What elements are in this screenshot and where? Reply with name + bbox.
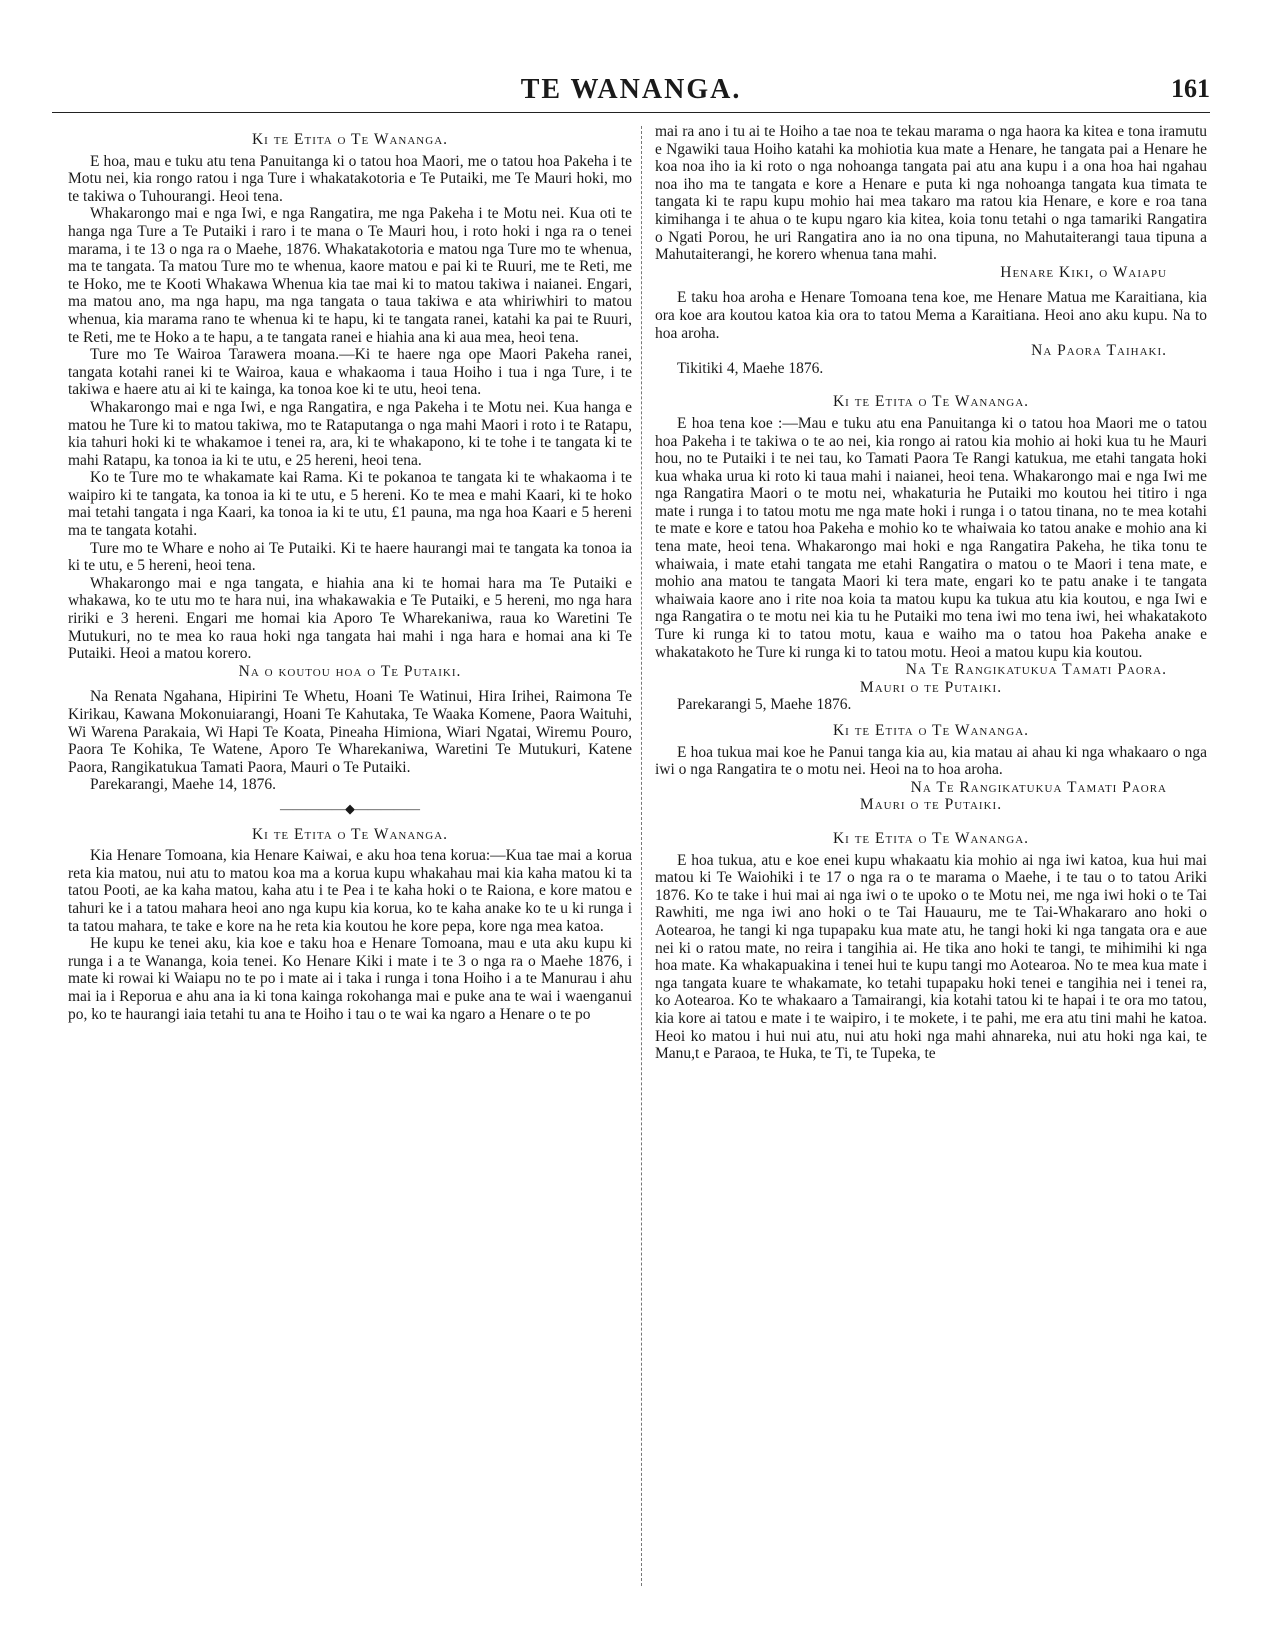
letter-closing: Na o koutou hoa o Te Putaiki. xyxy=(238,662,462,680)
signature: Henare Kiki, o Waiapu xyxy=(1000,263,1167,281)
left-column xyxy=(68,123,632,1023)
signature: Na Te Rangikatukua Tamati Paora xyxy=(910,778,1167,796)
paragraph: Whakarongo mai e nga tangata, e hiahia ana ki te homai hara ma Te Putaiki e whakawa, ko te utu mo te hara nui, ina whakawakia e Te Putaiki, e 5 hereni, mo nga hara ririki e 3 hereni. Engari me homai kia Aporo Te Wharekaniwa, raua ko Waretini Te Mutukuri, no te mea ko raua hoki nga tangata hai mahi i nga hara e homai ana ki Te Putaiki. Heoi a matou korero. xyxy=(68,574,632,663)
page-header xyxy=(52,74,1210,108)
letter-heading: Ki te Etita o Te Wananga. xyxy=(832,722,1030,739)
masthead: TE WANANGA. xyxy=(520,74,742,105)
column-divider xyxy=(641,126,642,1586)
signature: Na Te Rangikatukua Tamati Paora. xyxy=(905,661,1167,679)
paragraph: Ko te Ture mo te whakamate kai Rama. Ki te pokanoa te tangata ki te whakaoma i te waipiro ki te tangata, ka tonoa ia ki te utu, e 5 hereni. Ko te mea e mahi Kaari, ki te hoko mai tetahi tangata i nga Kaari, ka tonoa ia ki te utu, £1 pauna, ma nga hoa Kaari e 5 hereni ma te tangata kotahi. xyxy=(68,469,632,540)
letter-date: Tikitiki 4, Maehe 1876. xyxy=(677,359,824,377)
header-rule xyxy=(52,112,1210,113)
paragraph: Whakarongo mai e nga Iwi, e nga Rangatira, me nga Pakeha i te Motu nei. Kua oti te hanga nga Ture a Te Putaiki i raro i te mana o Te Mauri hou, i roto hoki i nga ra o tenei marama, i te 13 o nga ra o Maehe, 1876. Whakatakotoria e matou nga Ture mo te whenua, ma te tangata. Ta matou Ture mo te whenua, kaore matou e pai ki te Ruuri, me te Reti, me te Hoko, me te Kooti Whakawa Whenua kia tae mai ki to matou takiwa i naianei. Engari, ma matou ano, ma nga hapu, ma nga tangata o taua takiwa e ata whiriwhiri to matou whenua, kia marama rano te whenua ki te hapu, ki te tangata ranei, katahi ka pai te Ruuri, te Reti, me te Hoko a te hapu, a te tangata ranei e hiahia ana ki aua mea, heoi tena. xyxy=(68,205,632,346)
paragraph: He kupu ke tenei aku, kia koe e taku hoa e Henare Tomoana, mau e uta aku kupu ki runga i a te Wananga, koia tenei. Ko Henare Kiki i mate i te 3 o nga ra o Maehe 1876, i mate ki rowai ki Waiapu no te po i mate ai i taka i runga i tona Hoiho i a te Manurau i ahu mai ia i Reporua e ahu ana ia ki tona kainga rokohanga mai e puke ana te wai i waenganui po, ko te haurangi iaia tetahi tu ana te Hoiho i tau o te wai ka ngaro a Henare o te po xyxy=(68,935,632,1023)
signature: Na Paora Taihaki. xyxy=(1031,342,1167,360)
paragraph: Ture mo te Whare e noho ai Te Putaiki. Ki te haere haurangi mai te tangata ka tonoa ia ki te utu, e 5 hereni, heoi tena. xyxy=(68,539,632,575)
paragraph: E hoa tena koe :—Mau e tuku atu ena Panuitanga ki o tatou hoa Maori me o tatou hoa Pakeha i te takiwa o te ao nei, kia rongo ai ratou kia mohio ai hoki kua tu he Mauri hou, no te Putaiki i te nei tau, ko Tamati Paora Te Rangi katukua, me etahi tangata hoki kua whaka urua ki roto ki taua mahi i naianei, heoi tena. Whakarongo mai e nga Iwi me nga Rangatira Maori o te motu nei, whakaturia he Putaiki mo koutou hei titiro i nga mate i runga i to tatou motu me nga mate hoki i runga i o tatou tinana, no te mea kotahi te mate e kore e tatou hoa Pakeha e mohio ko te whaiwaia ko tatou anake e mohio ana ki tena mate, heoi tena. Whakarongo mai hoki e nga Rangatira Pakeha, he tika tonu te whaiwaia, i mate etahi tangata me etahi Rangatira o matou o te Maori i tena mate, e mohio ana matou te tangata Maori ki tera mate, engari ko te patu anake i te tangata whaiwaia kaore ano i rite noa koia ta matou kupu ka tukua atu kia koutou, e nga Iwi e nga Rangatira o te motu nei kia tu he Putaiki mo tena iwi mo tena iwi, hei whakatakoto Ture ki runga ki to tatou motu, kaua e waiho ma o tatou hoa Pakeha anake e whakatakoto he Ture ki runga ki to tatou motu. Heoi a matou kupu kia koutou. xyxy=(655,414,1207,661)
letter-date: Parekarangi 5, Maehe 1876. xyxy=(677,696,852,714)
letter-heading: Ki te Etita o Te Wananga. xyxy=(251,825,449,843)
letter-heading: Ki te Etita o Te Wananga. xyxy=(251,131,449,148)
paragraph: E hoa tukua mai koe he Panui tanga kia au, kia matau ai ahau ki nga whakaaro o nga iwi o nga Rangatira te o motu nei. Heoi na to hoa aroha. xyxy=(655,743,1207,779)
paragraph: E hoa, mau e tuku atu tena Panuitanga ki o tatou hoa Maori, me o tatou hoa Pakeha i te Motu nei, kia rongo ratou i nga Ture i whakatakotoria e Te Putaiki, me Te Mauri hoki, mo te takiwa o Tuhourangi. Heoi tena. xyxy=(68,152,632,205)
paragraph: E taku hoa aroha e Henare Tomoana tena koe, me Henare Matua me Karaitiana, kia ora koe ara koutou katoa kia ora to tatou Mema a Karaitiana. Heoi ano aku kupu. Na to hoa aroha. xyxy=(655,289,1207,342)
paragraph: Kia Henare Tomoana, kia Henare Kaiwai, e aku hoa tena korua:—Kua tae mai a korua reta kia matou, nui atu to matou koa ma a korua kupu whakahau mai kia kaha matou ki ta tatou Pooti, ae ka kaha matou, kaha atu i te Pea i te kaha hoki o te Raiona, e kore matou e tahuri ke i a tatou mahara heoi ano nga kupu kia korua, ko te kaha anake ko te u ki runga i ta tatou mahara, te take e kore na he reta kia koutou he kore pepa, kore nga mea katoa. xyxy=(68,847,632,935)
paragraph: Ture mo Te Wairoa Tarawera moana.—Ki te haere nga ope Maori Pakeha ranei, tangata kotahi ranei ki te Wairoa, kaua e whakaoma i taua Hoiho i tua i nga Ture, i te takiwa e haere atu ai ki te kainga, ka tonoa koe ki te utu, heoi tena. xyxy=(68,346,632,399)
signature-title: Mauri o te Putaiki. xyxy=(859,796,1003,814)
right-column xyxy=(655,123,1207,1063)
signatories: Na Renata Ngahana, Hipirini Te Whetu, Hoani Te Watinui, Hira Irihei, Raimona Te Kirikau, Kawana Mokonuiarangi, Hoani Te Kahutaka, Te Waaka Komene, Paora Waituhi, Wi Warena Parakaia, Wi Hapi Te Koata, Pineaha Himiona, Wiari Ngatai, Wiremu Pouro, Paora Te Kohika, Te Watene, Aporo Te Wharekaniwa, Waretini Te Mutukuri, Katene Paora, Rangikatukua Tamati Paora, Mauri o Te Putaiki. xyxy=(68,688,632,776)
section-ornament: —————◆————— xyxy=(280,800,420,816)
letter-heading: Ki te Etita o Te Wananga. xyxy=(832,829,1030,847)
paragraph: E hoa tukua, atu e koe enei kupu whakaatu kia mohio ai nga iwi katoa, kua hui mai matou ki Te Waiohiki i te 17 o nga ra o te marama o Maehe, i te tau o to tatou Ariki 1876. Ko te take i hui mai ai nga iwi o te upoko o te Motu nei, me nga iwi hoki o te Tai Rawhiti, me nga iwi ano hoki o te Tai Hauauru, me te Tai-Whakararo ano hoki o Aotearoa, he tangi ki nga tupapaku kua mate atu, he tangi hoki ki nga tangata ora e aue nei ki o ratou mate, no reira i tangihia ai. He tika ano hoki te tangi, te mihimihi ki nga hoa mate. Ka whakapuakina i tenei hui te kupu tangi mo Aotearoa. No te mea kua mate i nga tangata kuare te whakamate, ko tetahi tupapaku hoki tenei e tangihia nei i tenei ra, ko Aotearoa. Ko te whakaaro a Tamairangi, kia kotahi tatou ki te hapai i te ora mo tatou, kia kore ai tatou e mate i te waipiro, i te mokete, i te pahi, me era atu tini mahi he katoa. Heoi ko matou i hui nui atu, nui atu hoki nga mahi ahnareka, nui atu hoki nga kai, te Manu,t e Paraoa, te Huka, te Ti, te Tupeka, te xyxy=(655,851,1207,1063)
page-number: 161 xyxy=(1171,74,1210,103)
paragraph: mai ra ano i tu ai te Hoiho a tae noa te tekau marama o nga haora ka kitea e tona iramutu e Ngawiki taua Hoiho katahi ka mohiotia kua mate a Henare, he tangata pai a Henare he koa noa iho ia ki roto o nga nohoanga tangata pai atu ana kupu i a ona hoa hai ngahau noa iho ma te tangata e kore a Henare e puta ki nga nohoanga tangata kua timata te tangata ki te rapu kupu mohio hai mea takaro ma ratou kia Henare, e kore e roa tana kimihanga i te ahua o te kupu ngaro kia kitea, koia tonu tetahi o nga tamariki Rangatira o Ngati Porou, he uri Rangatira ano ia no ona tipuna, no Mahutaiterangi taua tipuna a Mahutaiterangi, he korero whenua tana mahi. xyxy=(655,123,1207,264)
letter-date: Parekarangi, Maehe 14, 1876. xyxy=(90,776,276,794)
signature-title: Mauri o te Putaiki. xyxy=(859,678,1003,696)
letter-heading: Ki te Etita o Te Wananga. xyxy=(832,393,1030,411)
paragraph: Whakarongo mai e nga Iwi, e nga Rangatira, e nga Pakeha i te Motu nei. Kua hanga e matou he Ture ki to matou takiwa, mo te Rataputanga o nga mahi Maori i roto i te Ratapu, kia tahuri hoki ki te whakamoe i tenei ra, ara, ki te whakapono, ki te tohe i te tangata ki te mahi Ratapu, ka tonoa ia ki te utu, e 25 hereni, heoi tena. xyxy=(68,398,632,469)
